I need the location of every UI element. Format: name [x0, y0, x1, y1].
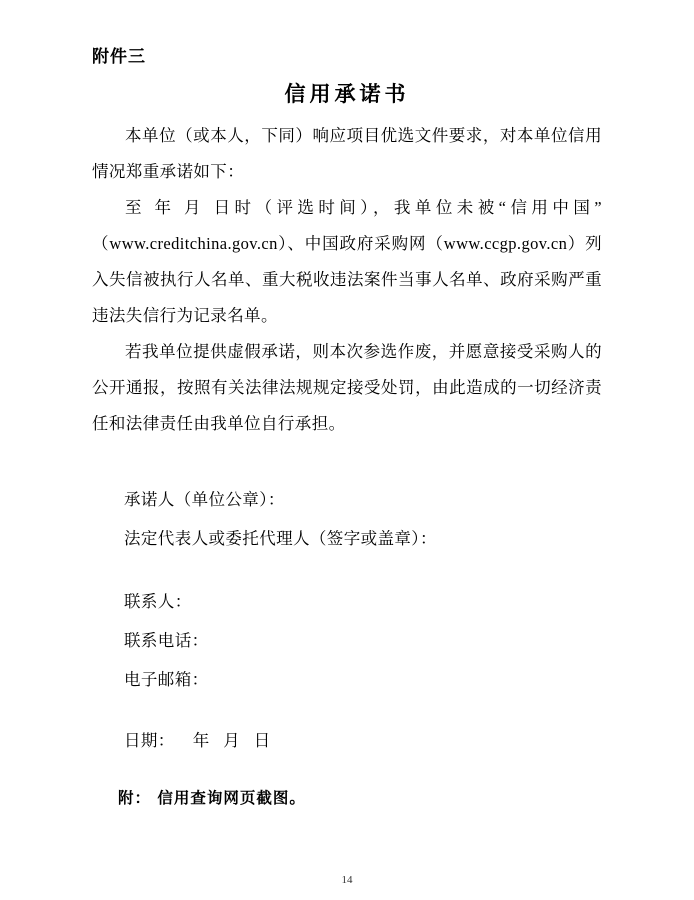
paragraph-2: 至 年 月 日时（评选时间），我单位未被“信用中国”（www.creditchina.gov.cn）、中国政府采购网（www.ccgp.gov.cn）列入失信被执行人名单、重大税收违法案件当事人名单、政府采购严重违法失信行为记录名单。: [92, 198, 602, 325]
paragraph-3: 若我单位提供虚假承诺，则本次参选作废，并愿意接受采购人的公开通报，按照有关法律法规规定接受处罚，由此造成的一切经济责任和法律责任由我单位自行承担。: [92, 342, 602, 433]
footnote: 附： 信用查询网页截图。: [118, 788, 306, 807]
paragraph-1: 本单位（或本人，下同）响应项目优选文件要求，对本单位信用情况郑重承诺如下：: [92, 126, 602, 181]
signature-line-legal-representative: 法定代表人或委托代理人（签字或盖章）：: [124, 529, 437, 548]
signature-block: [124, 480, 604, 760]
signature-line-promisor: 承诺人（单位公章）：: [124, 490, 285, 509]
page-number: 14: [341, 874, 353, 886]
attachment-label: 附件三: [92, 47, 146, 67]
signature-line-email: 电子邮箱：: [124, 670, 209, 689]
signature-line-date: 日期： 年 月 日: [124, 731, 271, 750]
body-text: [92, 118, 602, 442]
page-title: 信用承诺书: [284, 81, 410, 106]
signature-line-contact-phone: 联系电话：: [124, 631, 209, 650]
signature-line-contact-person: 联系人：: [124, 592, 192, 611]
